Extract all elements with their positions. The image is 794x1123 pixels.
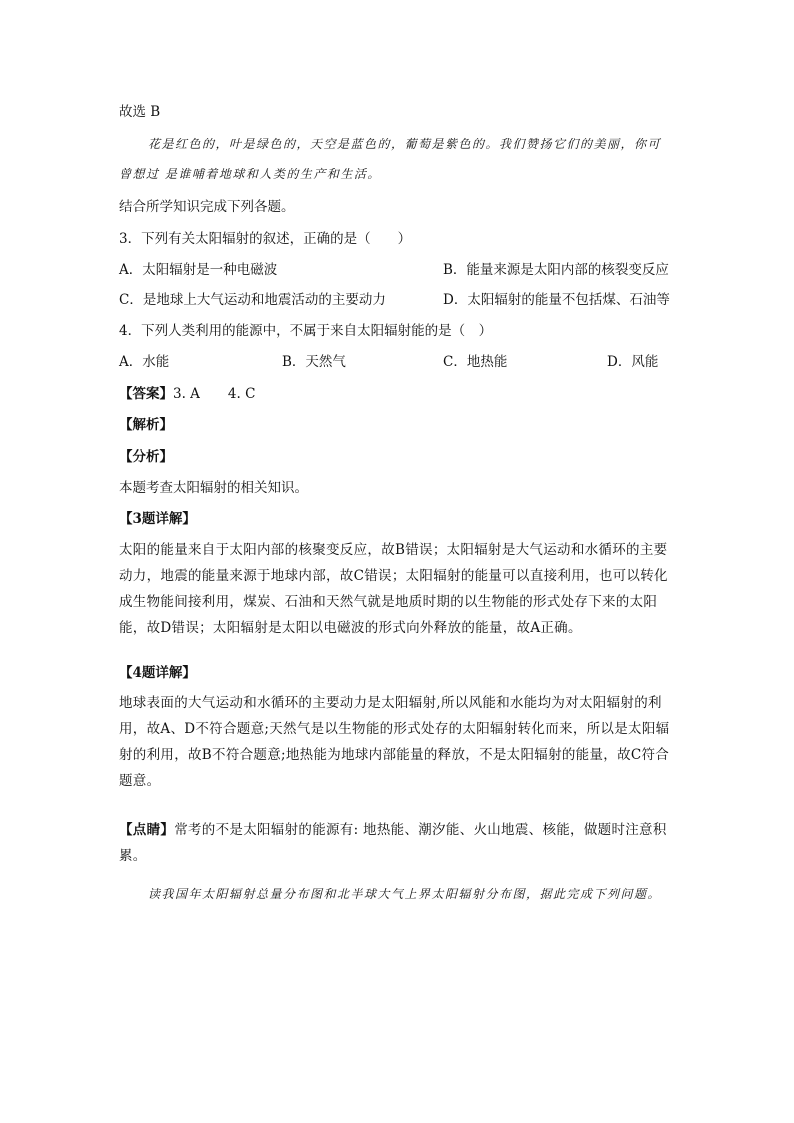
previous-answer: 故选 B (119, 104, 161, 120)
analysis-text: 本题考查太阳辐射的相关知识。 (119, 480, 308, 496)
poem-line-1: 花是红色的，叶是绿色的，天空是蓝色的，葡萄是紫色的。我们赞扬它们的美丽，你可 (148, 137, 662, 151)
question-3-detail-text: 太阳的能量来自于太阳内部的核聚变反应，故B错误；太阳辐射是大气运动和水循环的主要动力，地震的能量来源于地球内部，故C错误；太阳辐射的能量可以直接利用，也可以转化成生物能间接利用，煤炭、石油和天然气就是地质时期的以生物能的形式处存下来的太阳能，故D错误；太阳辐射是太阳以电磁波的形式向外释放的能量，故A正确。 (119, 542, 668, 636)
answer-q3: 3. A (173, 386, 200, 402)
question-3-detail-label: 【3题详解】 (119, 511, 196, 527)
question-4-option-d: D．风能 (607, 354, 659, 370)
tip-text: 常考的不是太阳辐射的能源有: 地热能、潮汐能、火山地震、核能，做题时注意积累。 (119, 822, 667, 864)
question-4-option-c: C．地热能 (443, 354, 508, 370)
question-4-option-b: B．天然气 (282, 354, 346, 370)
poem-line-2: 曾想过 是谁哺着地球和人类的生产和生活。 (119, 167, 381, 181)
question-3-option-d: D．太阳辐射的能量不包括煤、石油等 (443, 292, 670, 308)
question-3-option-a: A．太阳辐射是一种电磁波 (119, 262, 278, 278)
answer-q4: 4. C (227, 386, 256, 402)
analysis-sub-label: 【分析】 (119, 449, 173, 465)
answer-line (119, 385, 255, 403)
next-instruction: 读我国年太阳辐射总量分布图和北半球大气上界太阳辐射分布图，据此完成下列问题。 (148, 887, 662, 901)
question-4-option-a: A．水能 (119, 354, 170, 370)
question-3-option-b: B．能量来源是太阳内部的核裂变反应 (443, 262, 669, 278)
question-3-stem: 3．下列有关太阳辐射的叙述，正确的是（ ） (119, 231, 412, 247)
answer-label: 【答案】 (119, 386, 173, 402)
analysis-label: 【解析】 (119, 417, 173, 433)
tip-block (119, 817, 677, 869)
question-4-stem: 4．下列人类利用的能源中，不属于来自太阳辐射能的是（ ） (119, 323, 493, 339)
question-3-option-c: C．是地球上大气运动和地震活动的主要动力 (119, 292, 386, 308)
question-4-detail-label: 【4题详解】 (119, 665, 196, 681)
tip-label: 【点睛】 (119, 822, 175, 838)
question-4-detail-text: 地球表面的大气运动和水循环的主要动力是太阳辐射,所以风能和水能均为对太阳辐射的利用，故A、D不符合题意;天然气是以生物能的形式处存的太阳辐射转化而来，所以是太阳辐射的利用，故B不符合题意;地热能为地球内部能量的释放，不是太阳辐射的能量，故C符合题意。 (119, 695, 670, 789)
instruction: 结合所学知识完成下列各题。 (119, 199, 295, 215)
